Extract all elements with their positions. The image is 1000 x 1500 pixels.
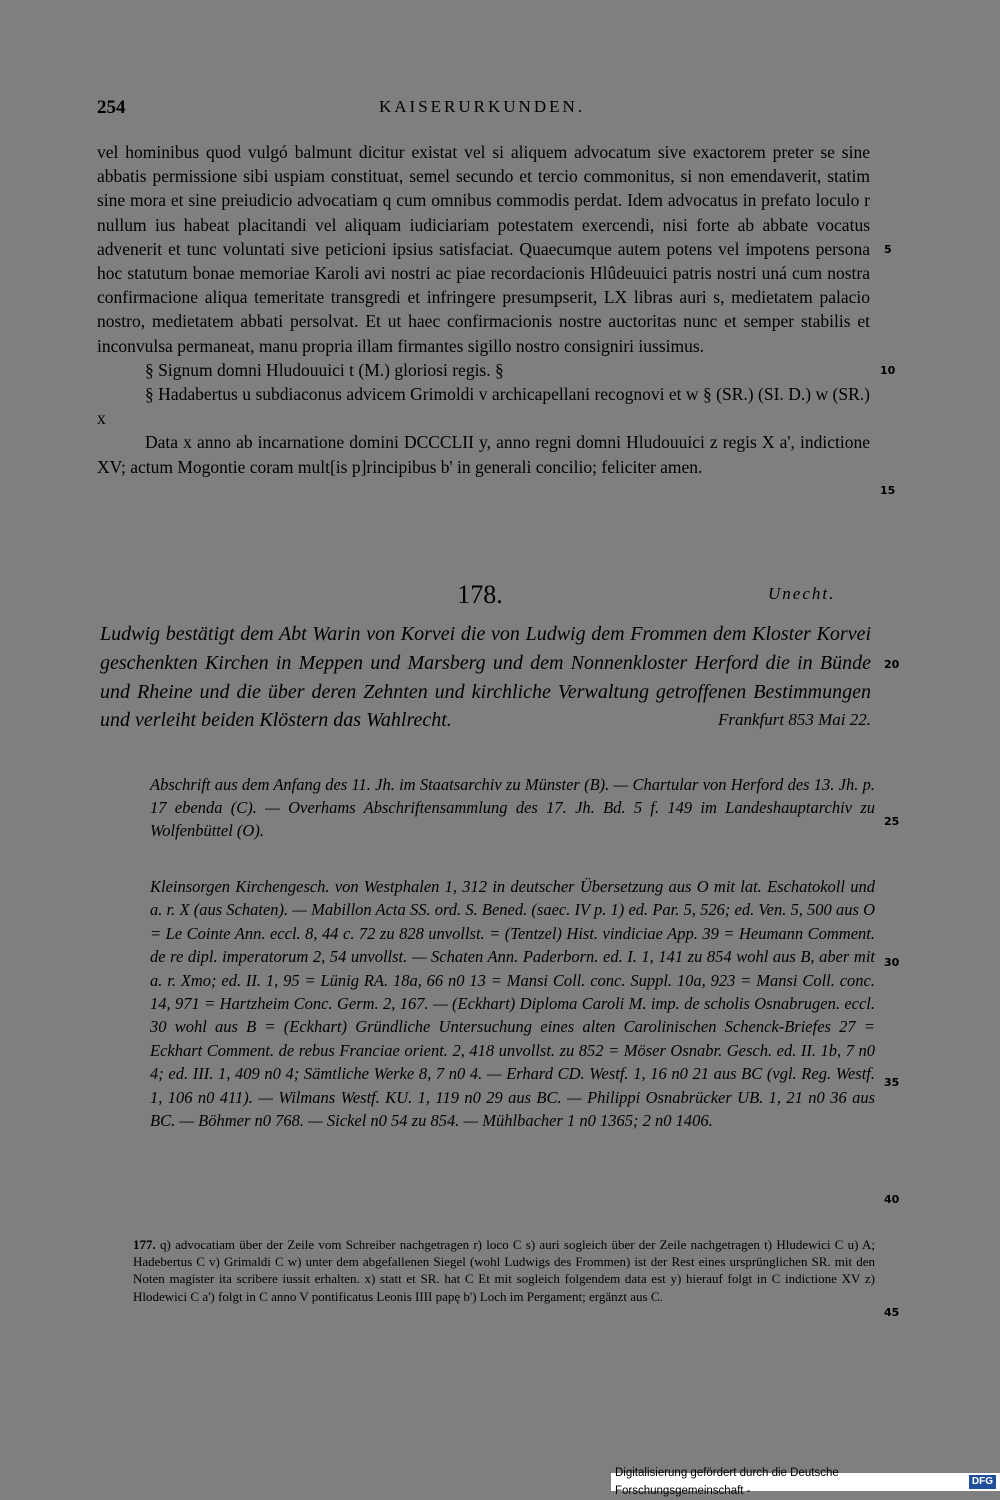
tradition-text: Abschrift aus dem Anfang des 11. Jh. im Staatsarchiv zu Münster (B). — Chartular von Herford des 13. Jh. p. 17 ebenda (C). — Overhams Abschriftensammlung des 17. Jh. Bd. 5 f. 149 im Landeshauptarchiv zu Wolfenbüttel (O). [150, 775, 875, 841]
footnotes [133, 1236, 875, 1305]
line-number: 5 [884, 243, 892, 256]
running-head: KAISERURKUNDEN. [378, 97, 586, 116]
footnote-number: 177. [133, 1237, 156, 1252]
page-number: 254 [97, 97, 126, 118]
tradition-note [150, 773, 875, 843]
dfg-notice-text: Digitalisierung gefördert durch die Deutsche Forschungsgemeinschaft - [615, 1467, 839, 1497]
footnote-text: q) advocatiam über der Zeile vom Schreiber nachgetragen r) loco C s) auri sogleich über der Zeile nachgetragen t) Hludewici C u) A; Hadebertus C v) Grimaldi C w) unter dem abgefallenen Siegel (wohl Ludwigs des Frommen) ist der Rest eines ursprünglichen SR. mit den Noten magister ita scribere iussit erhalten. x) statt et SR. hat C Et mit sogleich folgendem data est y) hierauf folgt in C indictione XV z) Hlodewici C a') folgt in C anno V pontificatus Leonis IIII papę b') Loch im Pergament; ergänzt aus C. [133, 1237, 876, 1304]
line-number: 15 [880, 484, 896, 497]
line-number: 25 [884, 815, 900, 828]
line-number: 30 [884, 956, 900, 969]
dfg-logo: DFG [969, 1475, 996, 1489]
line-number: 35 [884, 1076, 900, 1089]
authenticity-note: Unecht. [768, 584, 836, 603]
line-number: 20 [884, 658, 900, 671]
literature-note [150, 875, 875, 1132]
document-number [0, 580, 1000, 610]
dfg-funding-notice [611, 1467, 1000, 1497]
literature-text: Kleinsorgen Kirchengesch. von Westphalen 1, 312 in deutscher Übersetzung aus O mit lat. Eschatokoll und a. r. X (aus Schaten). — Mabillon Acta SS. ord. S. Bened. (saec. IV p. 1) ed. Par. 5, 526; ed. Ven. 5, 500 aus O = Le Cointe Ann. eccl. 8, 44 c. 72 zu 828 unvollst. = (Tentzel) Hist. vindiciae App. 39 = Heumann Comment. de re dipl. imperatorum 2, 54 unvollst. — Schaten Ann. Paderborn. ed. I. 1, 141 zu 854 wohl aus B, aber mit a. r. Xmo; ed. II. 1, 95 = Lünig RA. 18a, 66 n0 13 = Mansi Coll. conc. Suppl. 10a, 923 = Mansi Coll. conc. 14, 971 = Hartzheim Conc. Germ. 2, 167. — (Eckhart) Diploma Caroli M. imp. de scholis Osnabrugen. eccl. 30 wohl aus B = (Eckhart) Gründliche Untersuchung eines alten Carolinischen Schenck-Briefes 27 = Eckhart Comment. de rebus Franciae orient. 2, 418 unvollst. zu 852 = Möser Osnabr. Gesch. ed. II. 1b, 7 n0 4; ed. III. 1, 409 n0 4; Sämtliche Werke 8, 7 n0 4. — Erhard CD. Westf. 1, 16 n0 21 aus BC (vgl. Reg. Westf. 1, 106 n0 411). — Wilmans Westf. KU. 1, 119 n0 29 aus BC. — Philippi Osnabrücker UB. 1, 21 n0 36 aus BC. — Böhmer n0 768. — Sickel n0 54 zu 854. — Mühlbacher 1 n0 1365; 2 n0 1406. [150, 877, 875, 1131]
page-header [97, 97, 867, 123]
charter-paragraph: vel hominibus quod vulgó balmunt dicitur existat vel si aliquem advocatum sive exactorem preter se sine abbatis permissione sibi uspiam constituat, semel secundo et tercio commonitus, si non emendaverit, statim sine mora et sine preiudicio advocatiam q cum omnibus commodis perdat. Idem advocatus in prefato loculo r nullum ius habeat placitandi vel aliquam iudiciariam potestatem exercendi, nisi forte ab abbate vocatus advenerit et tunc voluntati sive peticioni ipsius satisfaciat. Quaecumque autem potens vel impotens persona hoc statutum bonae memoriae Karoli avi nostri ac piae recordacionis Hlûdeuuici patris nostri uná cum nostra confirmacione aliqua temeritate transgredi et infringere presumpserit, LX libras auri s, medietatem palacio nostro, medietatem abbati persolvat. Et ut haec confirmacionis nostre auctoritas nunc et semper stabilis et inconvulsa permaneat, manu propria illam firmantes sigillo nostro consigniri iussimus. [97, 142, 870, 356]
line-number: 40 [884, 1193, 900, 1206]
place-date: Frankfurt 853 Mai 22. [718, 710, 871, 730]
regest-text: Ludwig bestätigt dem Abt Warin von Korvei die von Ludwig dem Frommen dem Kloster Korvei geschenkten Kirchen in Meppen und Marsberg und dem Nonnenkloster Herford die in Bünde und Rheine und die über deren Zehnten und kirchliche Verwaltung getroffenen Bestimmungen und verleiht beiden Klöstern das Wahlrecht. [100, 623, 871, 732]
datum-line: Data x anno ab incarnatione domini DCCCLII y, anno regni domni Hludouuici z regis X a', indictione XV; actum Mogontie coram mult[is p]rincipibus b' in generali concilio; feliciter amen. [97, 432, 870, 477]
signum-line: § Signum domni Hludouuici t (M.) gloriosi regis. § [145, 359, 504, 380]
line-number: 45 [884, 1306, 900, 1319]
recognition-line: § Hadabertus u subdiaconus advicem Grimoldi v archicapellani recognovi et w § (SR.) (SI. D.) w (SR.) x [97, 384, 870, 429]
regest [100, 620, 871, 735]
charter-text [97, 140, 870, 479]
document-number-text: 178. [457, 580, 503, 609]
line-number: 10 [880, 364, 896, 377]
